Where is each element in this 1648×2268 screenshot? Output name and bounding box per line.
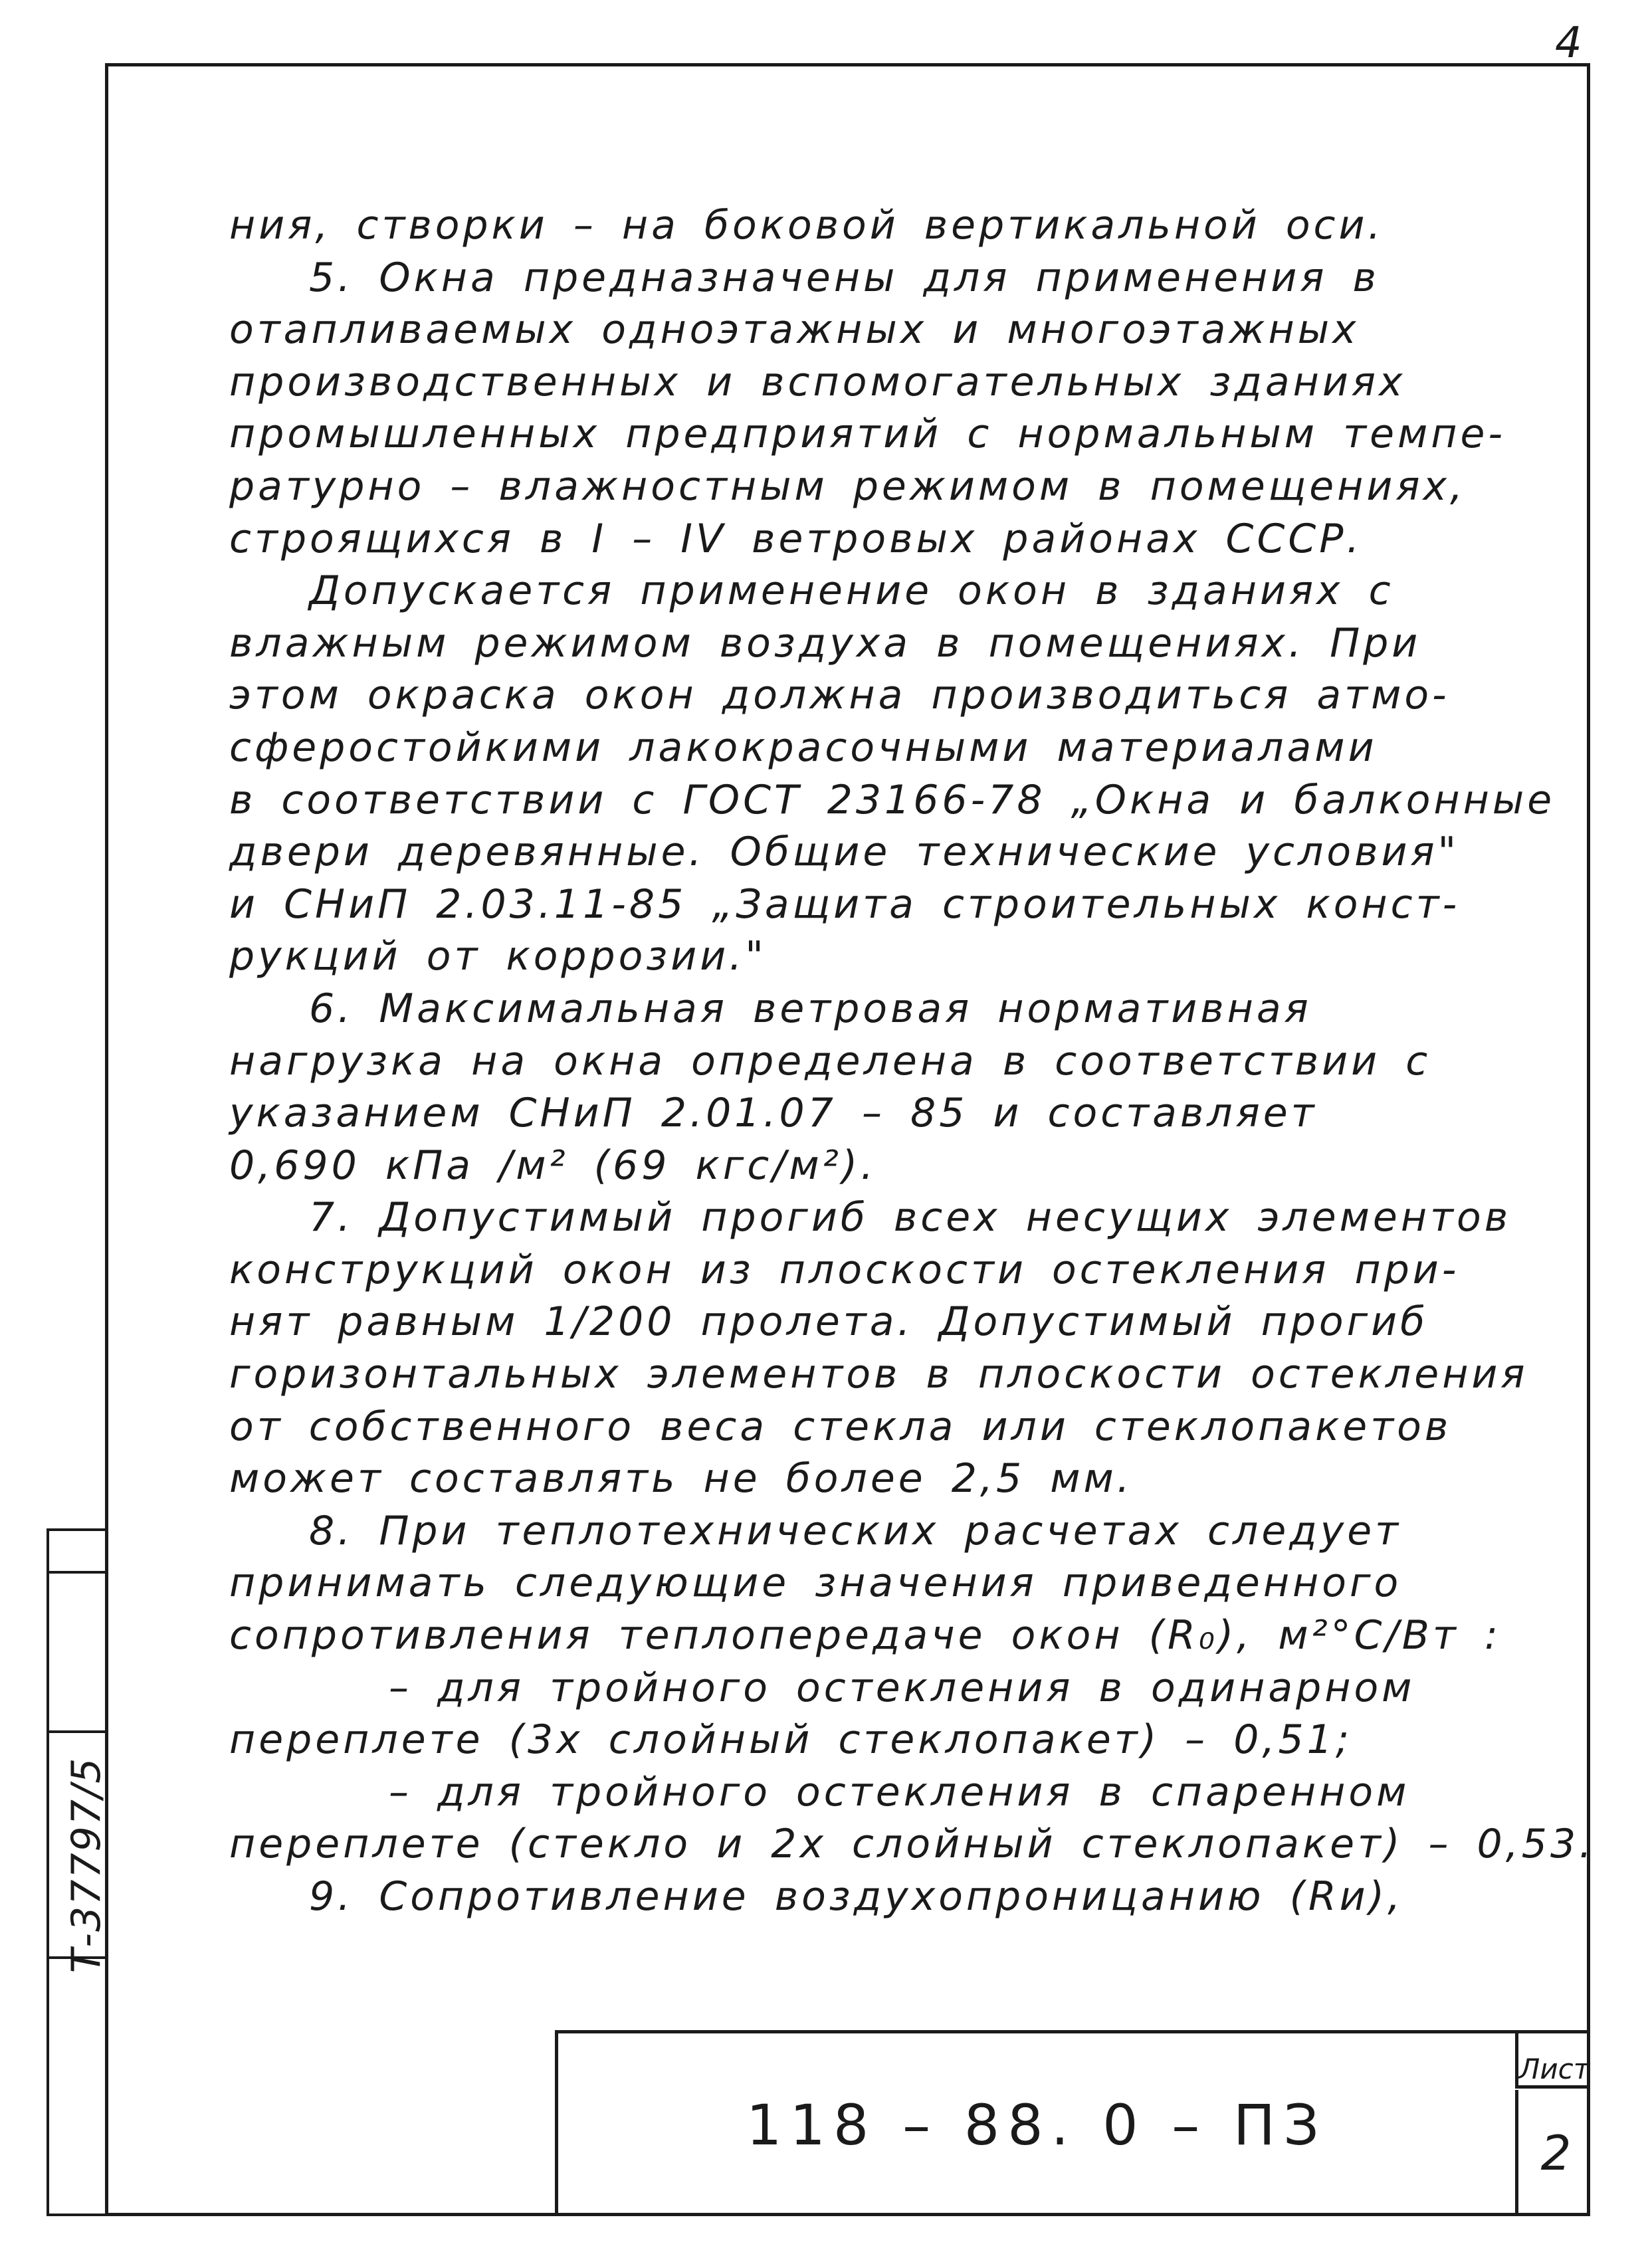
text-line: промышленных предприятий с нормальным темпе- <box>229 411 1506 458</box>
text-line: нят равным 1/200 пролета. Допустимый прогиб <box>229 1298 1429 1346</box>
text-line: сферостойкими лакокрасочными материалами <box>229 724 1378 771</box>
text-line: 0,690 кПа /м² (69 кгс/м²). <box>229 1142 877 1189</box>
text-line: сопротивления теплопередаче окон (R₀), м²°С/Вт : <box>229 1612 1502 1659</box>
document-designation: 118 – 88. 0 – ПЗ <box>746 2092 1327 2158</box>
text-line: Допускается применение окон в зданиях с <box>309 567 1394 615</box>
text-line: – для тройного остекления в спаренном <box>389 1768 1410 1815</box>
text-line: отапливаемых одноэтажных и многоэтажных <box>229 306 1360 354</box>
document-body <box>229 199 1596 1923</box>
text-line: влажным режимом воздуха в помещениях. При <box>229 619 1421 667</box>
text-line: конструкций окон из плоскости остекления при- <box>229 1246 1460 1293</box>
text-line: рукций от коррозии." <box>229 933 767 980</box>
sheet-label: Лист <box>1515 2030 1590 2089</box>
side-stamp-strip <box>47 1528 110 2216</box>
text-line: горизонтальных элементов в плоскости остекления <box>229 1351 1528 1398</box>
text-line: в соответствии с ГОСТ 23166-78 „Окна и балконные <box>229 776 1556 823</box>
text-line: ния, створки – на боковой вертикальной оси. <box>229 202 1384 249</box>
sheet-cell <box>1515 2053 1594 2216</box>
text-line: 7. Допустимый прогиб всех несущих элементов <box>309 1194 1512 1241</box>
text-line: может составлять не более 2,5 мм. <box>229 1455 1133 1502</box>
text-line: и СНиП 2.03.11-85 „Защита строительных конст- <box>229 880 1461 928</box>
text-line: принимать следующие значения приведенного <box>229 1560 1402 1607</box>
text-line: переплете (стекло и 2х слойный стеклопакет) – 0,53. <box>229 1821 1596 1868</box>
text-line: 5. Окна предназначены для применения в <box>309 254 1380 301</box>
text-line: 9. Сопротивление воздухопроницанию (Rи), <box>309 1873 1404 1920</box>
text-line: указанием СНиП 2.01.07 – 85 и составляет <box>229 1090 1318 1137</box>
text-line: ратурно – влажностным режимом в помещениях, <box>229 463 1467 510</box>
text-line: строящихся в I – IV ветровых районах СССР. <box>229 515 1363 562</box>
text-line: нагрузка на окна определена в соответствии с <box>229 1037 1431 1084</box>
inventory-number: Т-37797/5 <box>63 1756 110 1974</box>
text-line: этом окраска окон должна производиться атмо- <box>229 672 1450 719</box>
text-line: производственных и вспомогательных зданиях <box>229 358 1406 405</box>
text-line: 6. Максимальная ветровая нормативная <box>309 985 1312 1032</box>
text-line: переплете (3х слойный стеклопакет) – 0,51; <box>229 1716 1353 1764</box>
page-number: 4 <box>1555 19 1582 68</box>
text-line: от собственного веса стекла или стеклопакетов <box>229 1403 1452 1450</box>
text-line: – для тройного остекления в одинарном <box>389 1664 1415 1711</box>
sheet-number: 2 <box>1540 2125 1572 2181</box>
title-block <box>555 2030 1590 2216</box>
text-line: двери деревянные. Общие технические условия" <box>229 829 1460 876</box>
text-line: 8. При теплотехнических расчетах следует <box>309 1507 1402 1554</box>
